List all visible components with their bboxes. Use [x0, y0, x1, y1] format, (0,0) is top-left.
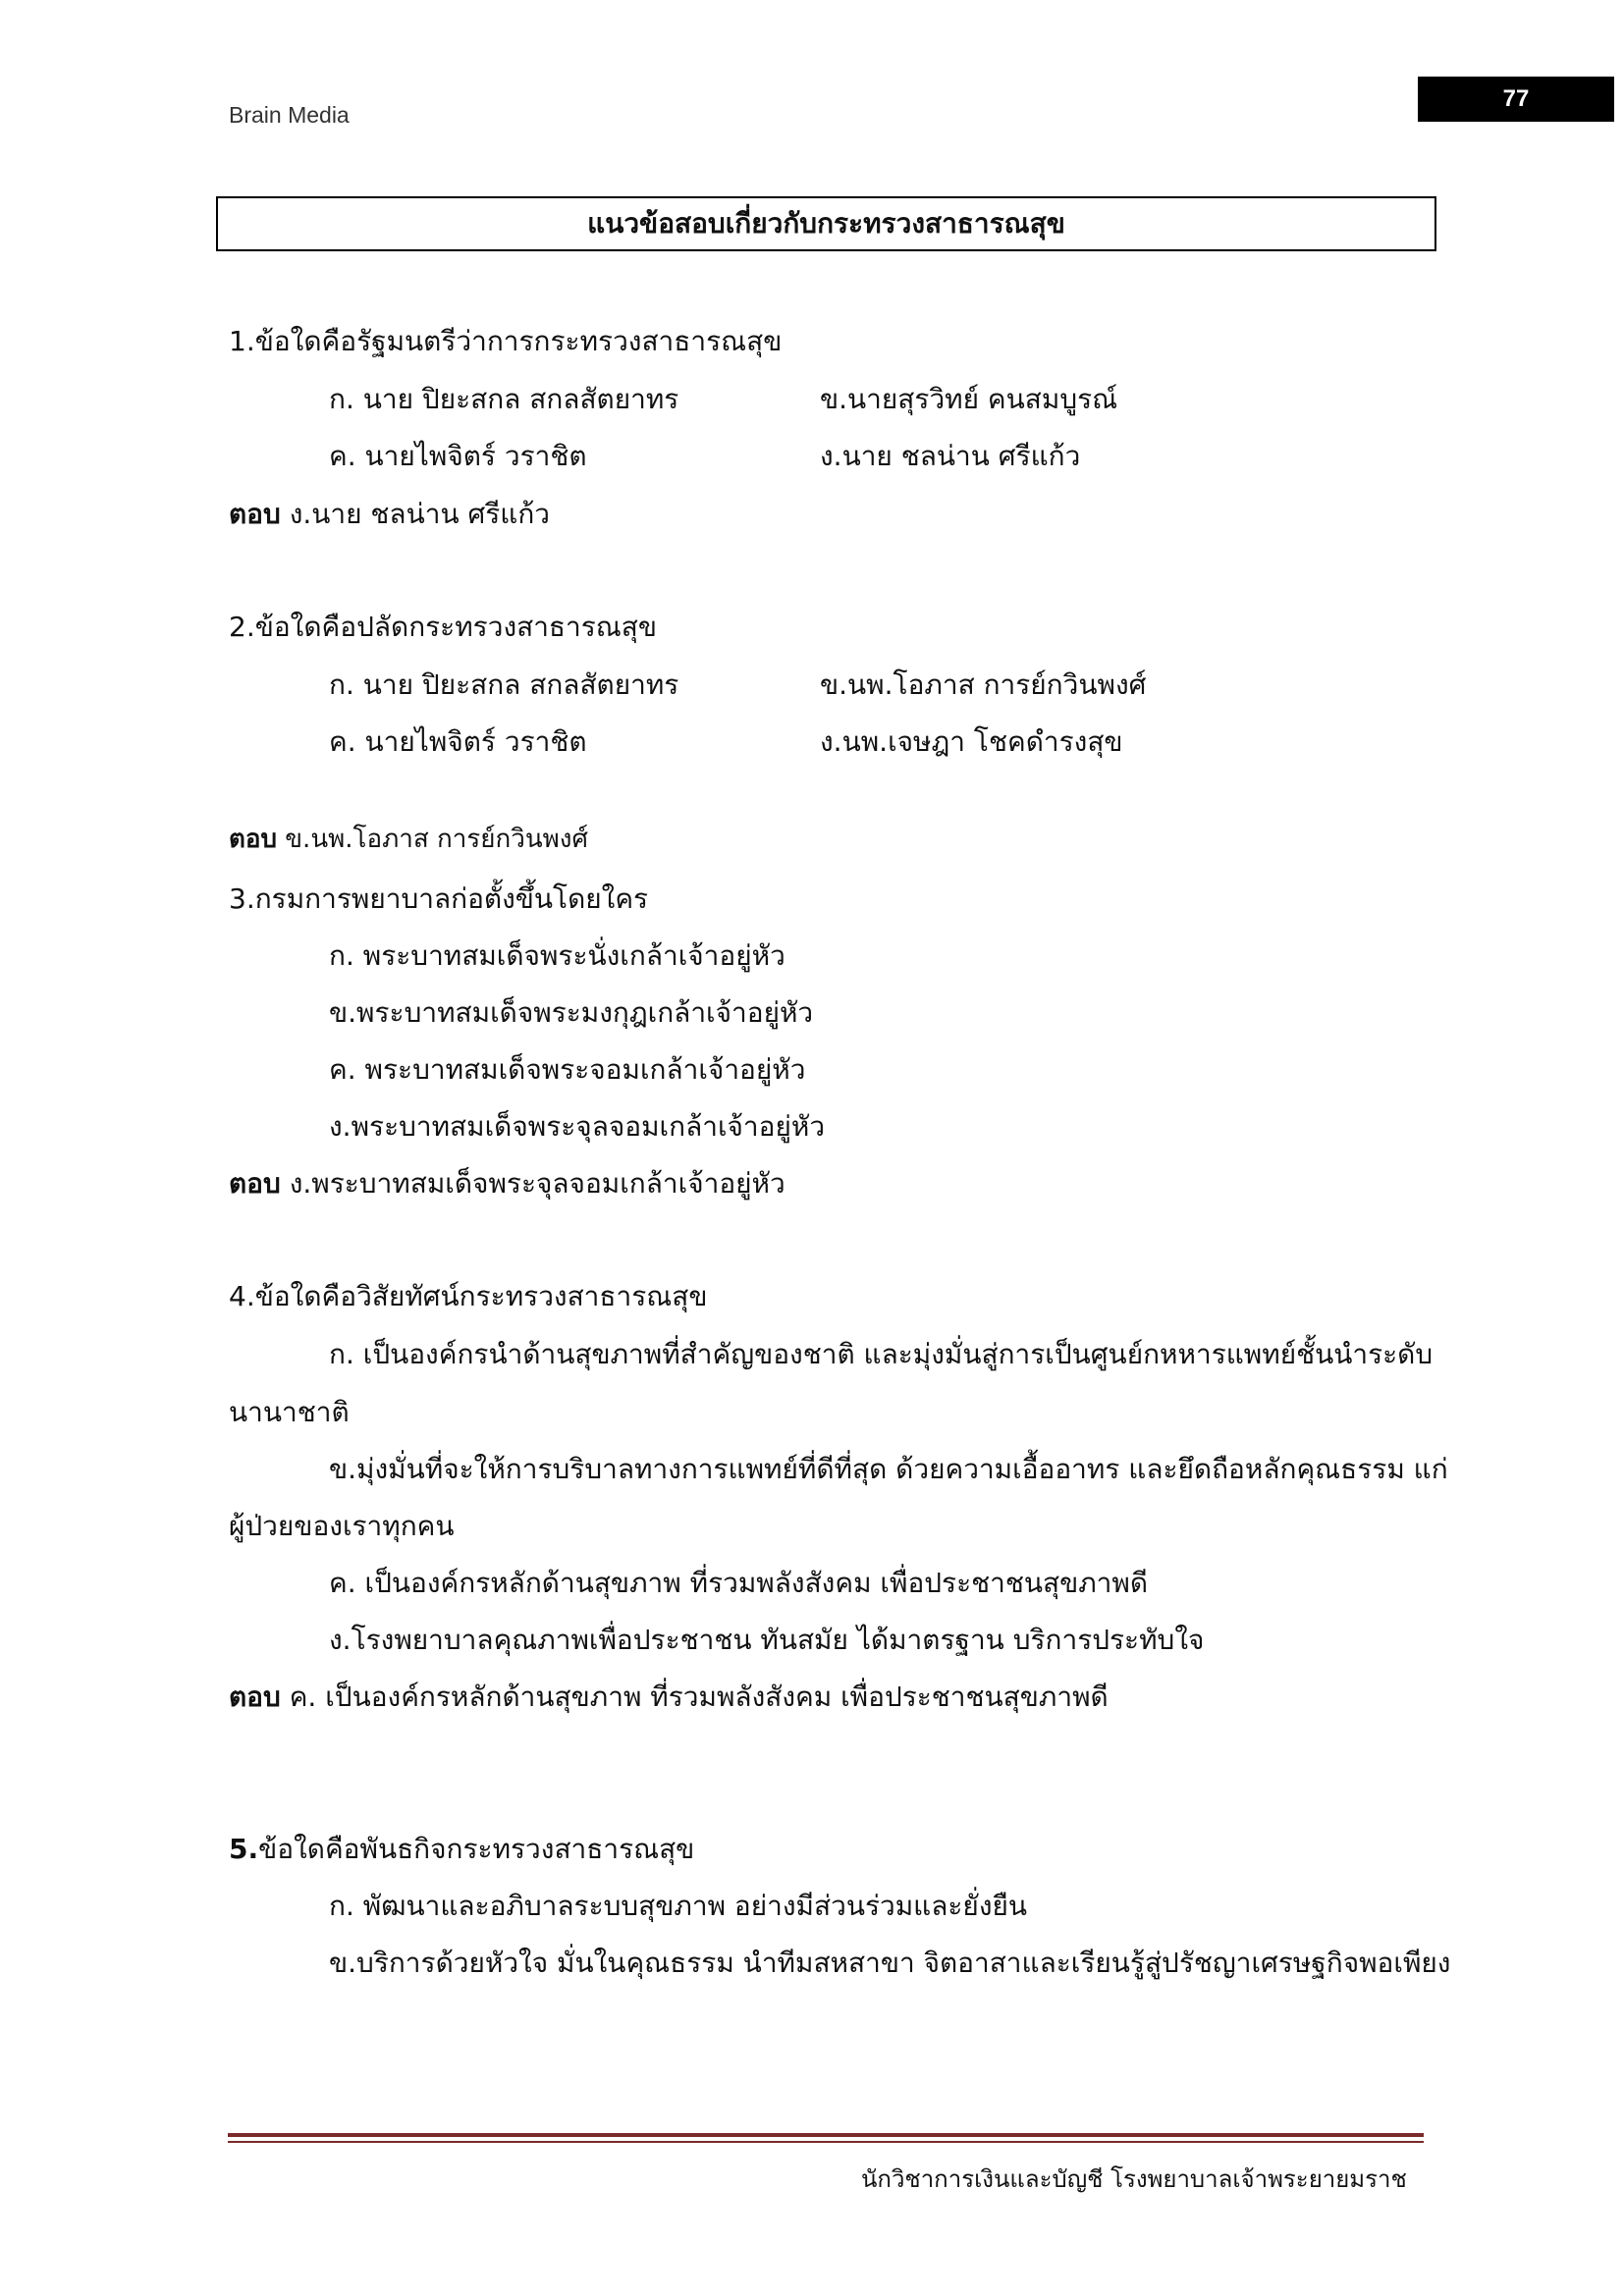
question-4-option-a: ก. เป็นองค์กรนำด้านสุขภาพที่สำคัญของชาติ และมุ่งมั่นสู่การเป็นศูนย์กหหารแพทย์ชั้นนำระดับ — [329, 1338, 1434, 1370]
question-2: 2.ข้อใดคือปลัดกระทรวงสาธารณสุข — [229, 611, 657, 643]
question-4-option-a-cont: นานาชาติ — [229, 1396, 350, 1428]
question-4: 4.ข้อใดคือวิสัยทัศน์กระทรวงสาธารณสุข — [229, 1280, 708, 1312]
question-2-option-b: ข.นพ.โอภาส การย์กวินพงศ์ — [820, 668, 1147, 701]
question-1-option-c: ค. นายไพจิตร์ วราชิต — [329, 440, 587, 472]
page-title-box — [216, 196, 1436, 251]
answer-text: ง.นาย ชลน่าน ศรีแก้ว — [289, 498, 551, 530]
question-1-answer — [229, 493, 550, 536]
question-3-answer — [229, 1162, 785, 1205]
question-4-option-d: ง.โรงพยาบาลคุณภาพเพื่อประชาชน ทันสมัย ได้มาตรฐาน บริการประทับใจ — [329, 1624, 1205, 1656]
question-5-option-a: ก. พัฒนาและอภิบาลระบบสุขภาพ อย่างมีส่วนร่วมและยั่งยืน — [329, 1890, 1028, 1922]
answer-label: ตอบ — [229, 825, 278, 854]
question-4-option-c: ค. เป็นองค์กรหลักด้านสุขภาพ ที่รวมพลังสังคม เพื่อประชาชนสุขภาพดี — [329, 1567, 1149, 1599]
question-2-option-a: ก. นาย ปิยะสกล สกลสัตยาทร — [329, 668, 679, 701]
question-3-option-d: ง.พระบาทสมเด็จพระจุลจอมเกล้าเจ้าอยู่หัว — [329, 1110, 826, 1143]
question-4-option-b-cont: ผู้ป่วยของเราทุกคน — [229, 1510, 455, 1542]
question-1-option-d: ง.นาย ชลน่าน ศรีแก้ว — [820, 440, 1081, 472]
brand-name: Brain Media — [229, 102, 350, 128]
answer-label: ตอบ — [229, 1167, 281, 1200]
answer-label: ตอบ — [229, 498, 281, 530]
footer-text: นักวิชาการเงินและบัญชี โรงพยาบาลเจ้าพระยายมราช — [861, 2165, 1407, 2193]
page-number-badge — [1418, 77, 1614, 122]
question-2-answer — [229, 819, 588, 859]
question-1-option-b: ข.นายสุรวิทย์ คนสมบูรณ์ — [820, 383, 1118, 415]
answer-text: ค. เป็นองค์กรหลักด้านสุขภาพ ที่รวมพลังสังคม เพื่อประชาชนสุขภาพดี — [289, 1681, 1109, 1713]
question-2-option-c: ค. นายไพจิตร์ วราชิต — [329, 725, 587, 758]
answer-text: ข.นพ.โอภาส การย์กวินพงศ์ — [285, 825, 588, 854]
footer-rule-thin — [228, 2141, 1424, 2143]
question-3-option-a: ก. พระบาทสมเด็จพระนั่งเกล้าเจ้าอยู่หัว — [329, 939, 785, 972]
question-3-option-b: ข.พระบาทสมเด็จพระมงกุฎเกล้าเจ้าอยู่หัว — [329, 996, 814, 1029]
answer-text: ง.พระบาทสมเด็จพระจุลจอมเกล้าเจ้าอยู่หัว — [289, 1167, 785, 1200]
question-4-answer — [229, 1676, 1109, 1719]
question-4-option-b: ข.มุ่งมั่นที่จะให้การบริบาลทางการแพทย์ที่ดีที่สุด ด้วยความเอื้ออาทร และยึดถือหลักคุณธรรม แก่ — [329, 1453, 1448, 1485]
page-number: 77 — [1502, 85, 1530, 112]
question-5-option-b: ข.บริการด้วยหัวใจ มั่นในคุณธรรม นำทีมสหสาขา จิตอาสาและเรียนรู้สู่ปรัชญาเศรษฐกิจพอเพียง — [329, 1947, 1451, 1979]
question-2-option-d: ง.นพ.เจษฎา โชคดำรงสุข — [820, 725, 1123, 758]
answer-label: ตอบ — [229, 1681, 281, 1713]
question-3-option-c: ค. พระบาทสมเด็จพระจอมเกล้าเจ้าอยู่หัว — [329, 1053, 806, 1086]
page-title: แนวข้อสอบเกี่ยวกับกระทรวงสาธารณสุข — [587, 207, 1065, 240]
footer-rule-thick — [228, 2133, 1424, 2137]
question-1: 1.ข้อใดคือรัฐมนตรีว่าการกระทรวงสาธารณสุข — [229, 325, 783, 357]
question-3: 3.กรมการพยาบาลก่อตั้งขึ้นโดยใคร — [229, 882, 649, 915]
question-5: 5.ข้อใดคือพันธกิจกระทรวงสาธารณสุข — [229, 1833, 695, 1865]
question-1-option-a: ก. นาย ปิยะสกล สกลสัตยาทร — [329, 383, 679, 415]
